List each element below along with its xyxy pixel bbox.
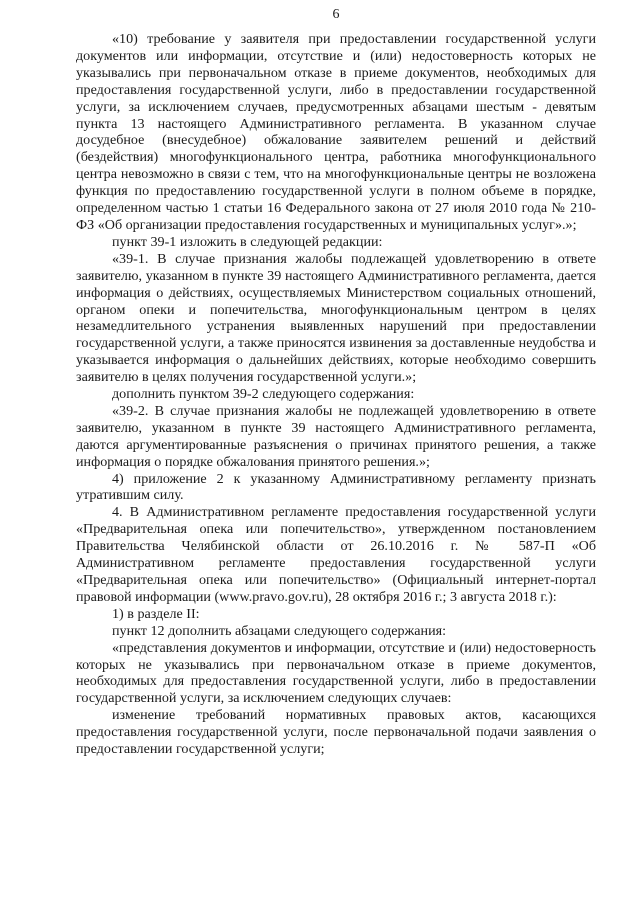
- paragraph-point-39-2: «39-2. В случае признания жалобы не подлежащей удовлетворению в ответе заявителю, указанном в пункте 39 настоящего Административного регламента, даются аргументированные разъяснения о причинах принятого решения, а также информация о порядке обжалования принятого решения.»;: [76, 402, 596, 470]
- paragraph-amend-39-1-intro: пункт 39-1 изложить в следующей редакции:: [112, 233, 383, 250]
- paragraph-section-ii: 1) в разделе II:: [112, 605, 200, 622]
- paragraph-appendix-2: 4) приложение 2 к указанному Административному регламенту признать утратившим силу.: [76, 470, 596, 504]
- paragraph-item-10: «10) требование у заявителя при предоставлении государственной услуги документов или информации, отсутствие и (или) недостоверность которых не указывались при первоначальном отказе в приеме документов, необходимых для предоставления государственной услуги, либо в предоставлении государственной услуги, за исключением случаев, предусмотренных абзацами шестым - девятым пункта 13 настоящего Административного регламента. В указанном случае досудебное (внесудебное) обжалование заявителем решений и действий (бездействия) многофункционального центра, работника многофункционального центра невозможно в связи с тем, что на многофункциональные центры не возложена функция по предоставлению государственной услуги в полном объеме в порядке, определенном частью 1 статьи 16 Федерального закона от 27 июля 2010 года № 210-ФЗ «Об организации предоставления государственных и муниципальных услуг».»;: [76, 31, 596, 233]
- paragraph-point-12-intro: пункт 12 дополнить абзацами следующего содержания:: [112, 622, 447, 639]
- page-number: 6: [332, 7, 340, 22]
- paragraph-section-4: 4. В Административном регламенте предоставления государственной услуги «Предварительная опека или попечительство», утвержденном постановлением Правительства Челябинской области от 26.10.2016 г. № 587-П «Об Административном регламенте предоставления государственной услуги «Предварительная опека или попечительство» (Официальный интернет-портал правовой информации (www.pravo.gov.ru), 28 октября 2016 г.; 3 августа 2018 г.):: [76, 504, 596, 605]
- paragraph-documents-requirement: «представления документов и информации, отсутствие и (или) недостоверность которых не указывались при первоначальном отказе в приеме документов, необходимых для предоставления государственной услуги, либо в предоставлении государственной услуги, за исключением следующих случаев:: [76, 639, 596, 707]
- paragraph-point-39-1: «39-1. В случае признания жалобы подлежащей удовлетворению в ответе заявителю, указанном в пункте 39 настоящего Административного регламента, дается информация о действиях, осуществляемых Министерством социальных отношений, органом опеки и попечительства, многофункциональным центром в целях незамедлительного устранения выявленных нарушений при предоставлении государственной услуги, а также приносятся извинения за доставленные неудобства и указывается информация о дальнейших действиях, которые необходимо совершить заявителю в целях получения государственной услуги.»;: [76, 250, 596, 386]
- paragraph-amend-39-2-intro: дополнить пунктом 39-2 следующего содержания:: [112, 386, 415, 403]
- paragraph-requirements-change: изменение требований нормативных правовых актов, касающихся предоставления государственной услуги, после первоначальной подачи заявления о предоставлении государственной услуги;: [76, 707, 596, 758]
- document-body: [76, 31, 596, 758]
